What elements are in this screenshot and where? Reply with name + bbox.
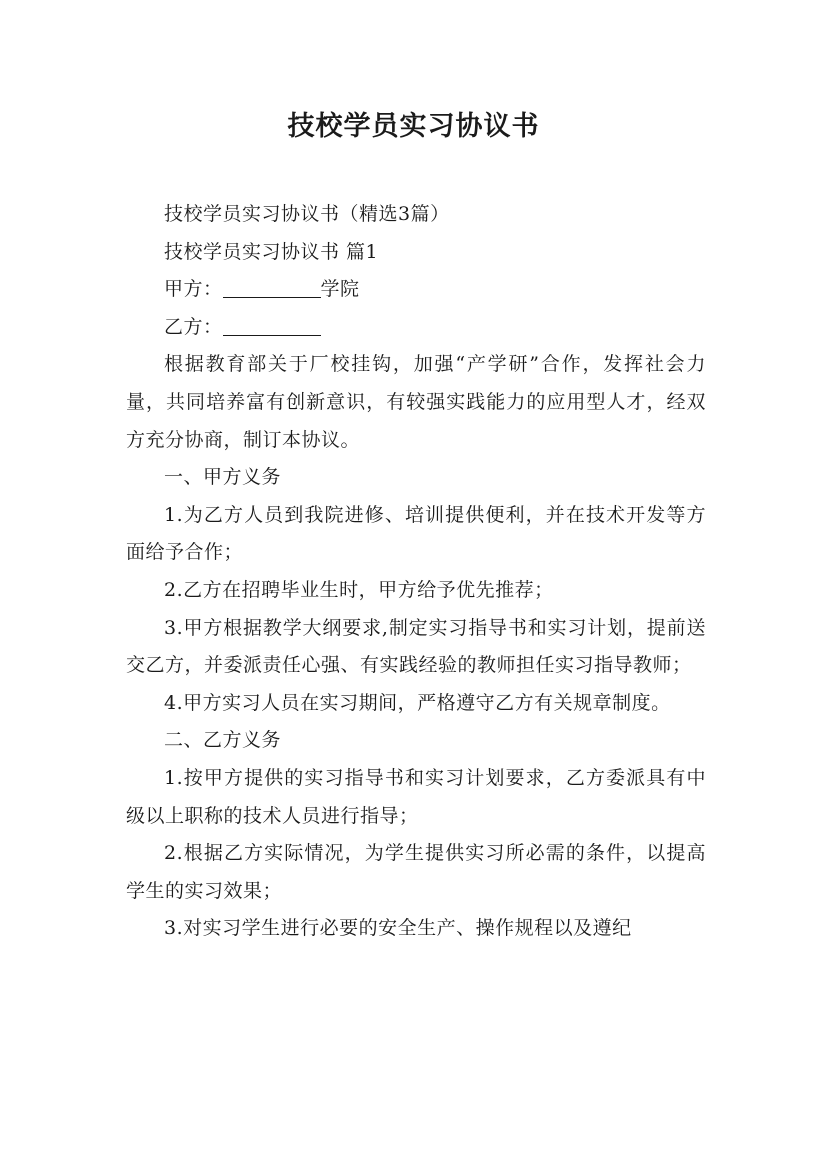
party-b-label: 乙方： xyxy=(164,315,223,338)
document-body xyxy=(126,196,706,948)
party-b-blank xyxy=(223,316,321,336)
heading-party-a-duties: 一、甲方义务 xyxy=(164,466,282,489)
party-b-duty-1: 1.按甲方提供的实习指导书和实习计划要求，乙方委派具有中级以上职称的技术人员进行指导； xyxy=(126,766,706,827)
party-a-blank xyxy=(223,278,321,298)
party-b-line xyxy=(126,309,706,347)
party-a-duty-2: 2.乙方在招聘毕业生时，甲方给予优先推荐； xyxy=(164,578,554,601)
section-title: 技校学员实习协议书 篇1 xyxy=(164,240,379,263)
heading-party-b-duties: 二、乙方义务 xyxy=(164,729,282,752)
party-a-suffix: 学院 xyxy=(320,278,360,301)
party-a-line xyxy=(126,271,706,309)
intro-paragraph: 根据教育部关于厂校挂钩，加强“产学研”合作，发挥社会力量，共同培养富有创新意识，有较强实践能力的应用型人才，经双方充分协商，制订本协议。 xyxy=(126,353,706,451)
party-a-duty-3: 3.甲方根据教学大纲要求,制定实习指导书和实习计划，提前送交乙方，并委派责任心强、有实践经验的教师担任实习指导教师； xyxy=(126,616,706,677)
party-b-duty-3: 3.对实习学生进行必要的安全生产、操作规程以及遵纪 xyxy=(164,917,632,940)
party-a-label: 甲方： xyxy=(164,278,223,301)
party-a-duty-4: 4.甲方实习人员在实习期间，严格遵守乙方有关规章制度。 xyxy=(164,691,671,714)
document-title: 技校学员实习协议书 xyxy=(287,111,540,142)
party-a-duty-1: 1.为乙方人员到我院进修、培训提供便利，并在技术开发等方面给予合作； xyxy=(126,503,706,564)
party-b-duty-2: 2.根据乙方实际情况，为学生提供实习所必需的条件，以提高学生的实习效果； xyxy=(126,842,706,902)
subtitle: 技校学员实习协议书（精选3篇） xyxy=(164,203,450,225)
